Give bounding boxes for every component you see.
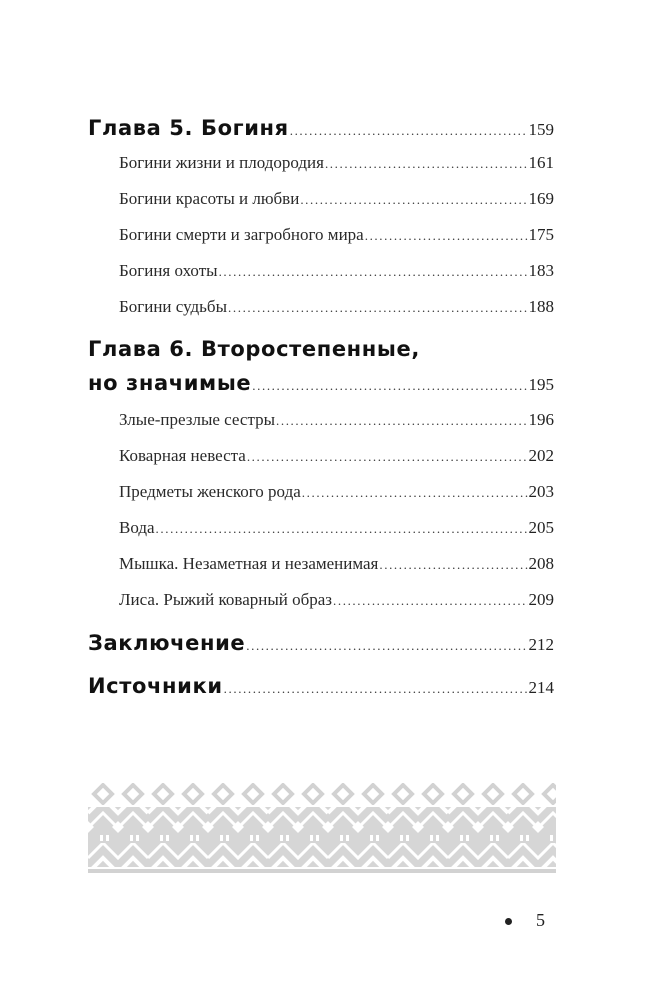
page-folio — [505, 910, 545, 931]
item-title: Богини жизни и плодородия — [119, 153, 324, 172]
toc-sources[interactable] — [88, 674, 554, 698]
item-title: Коварная невеста — [119, 446, 246, 465]
dot-leader — [325, 156, 528, 172]
item-title: Богини смерти и загробного мира — [119, 225, 364, 244]
bullet-icon — [505, 918, 512, 925]
page-number: 183 — [528, 261, 554, 280]
chapter-title: Источники — [88, 674, 223, 698]
folk-embroidery-border-icon — [88, 783, 556, 875]
page-number: 196 — [528, 410, 554, 429]
dot-leader — [156, 521, 528, 537]
page-number: 209 — [528, 590, 554, 609]
item-title: Богини судьбы — [119, 297, 228, 316]
dot-leader — [300, 192, 527, 208]
item-title: Богини красоты и любви — [119, 189, 300, 208]
dot-leader — [379, 557, 527, 573]
item-title: Предметы женского рода — [119, 482, 301, 501]
chapter-title: Заключение — [88, 631, 246, 655]
page-number: 195 — [528, 375, 554, 394]
item-title: Богиня охоты — [119, 261, 218, 280]
page-number: 159 — [528, 120, 554, 139]
dot-leader — [290, 123, 528, 139]
toc-item[interactable] — [88, 446, 554, 466]
toc-item[interactable] — [88, 189, 554, 209]
page-number: 161 — [528, 153, 554, 172]
page-number: 214 — [528, 678, 554, 697]
toc-chapter-5[interactable] — [88, 116, 554, 140]
dot-leader — [219, 264, 528, 280]
chapter-title: но значимые — [88, 371, 252, 395]
toc-item[interactable] — [88, 482, 554, 502]
chapter-6-title-line1[interactable]: Глава 6. Второстепенные, — [88, 337, 420, 361]
toc-item[interactable] — [88, 410, 554, 430]
page-number: 188 — [528, 297, 554, 316]
toc-item[interactable] — [88, 297, 554, 317]
dot-leader — [224, 681, 528, 697]
page-number: 212 — [528, 635, 554, 654]
dot-leader — [252, 378, 527, 394]
toc-chapter-6[interactable] — [88, 371, 554, 395]
page-number: 175 — [528, 225, 554, 244]
toc-item[interactable] — [88, 554, 554, 574]
page-number: 202 — [528, 446, 554, 465]
toc-item[interactable] — [88, 518, 554, 538]
dot-leader — [333, 593, 527, 609]
toc-item[interactable] — [88, 590, 554, 610]
page-number: 205 — [528, 518, 554, 537]
dot-leader — [365, 228, 528, 244]
item-title: Лиса. Рыжий коварный образ — [119, 590, 333, 609]
toc-conclusion[interactable] — [88, 631, 554, 655]
toc-item[interactable] — [88, 153, 554, 173]
page-number: 5 — [536, 910, 545, 930]
item-title: Злые-презлые сестры — [119, 410, 275, 429]
item-title: Мышка. Незаметная и незаменимая — [119, 554, 379, 573]
chapter-title: Глава 5. Богиня — [88, 116, 289, 140]
dot-leader — [246, 638, 527, 654]
dot-leader — [228, 300, 527, 316]
item-title: Вода — [119, 518, 155, 537]
dot-leader — [276, 413, 528, 429]
toc-item[interactable] — [88, 225, 554, 245]
toc-item[interactable] — [88, 261, 554, 281]
page-number: 203 — [528, 482, 554, 501]
dot-leader — [247, 449, 528, 465]
dot-leader — [302, 485, 528, 501]
page-number: 208 — [528, 554, 554, 573]
page-number: 169 — [528, 189, 554, 208]
